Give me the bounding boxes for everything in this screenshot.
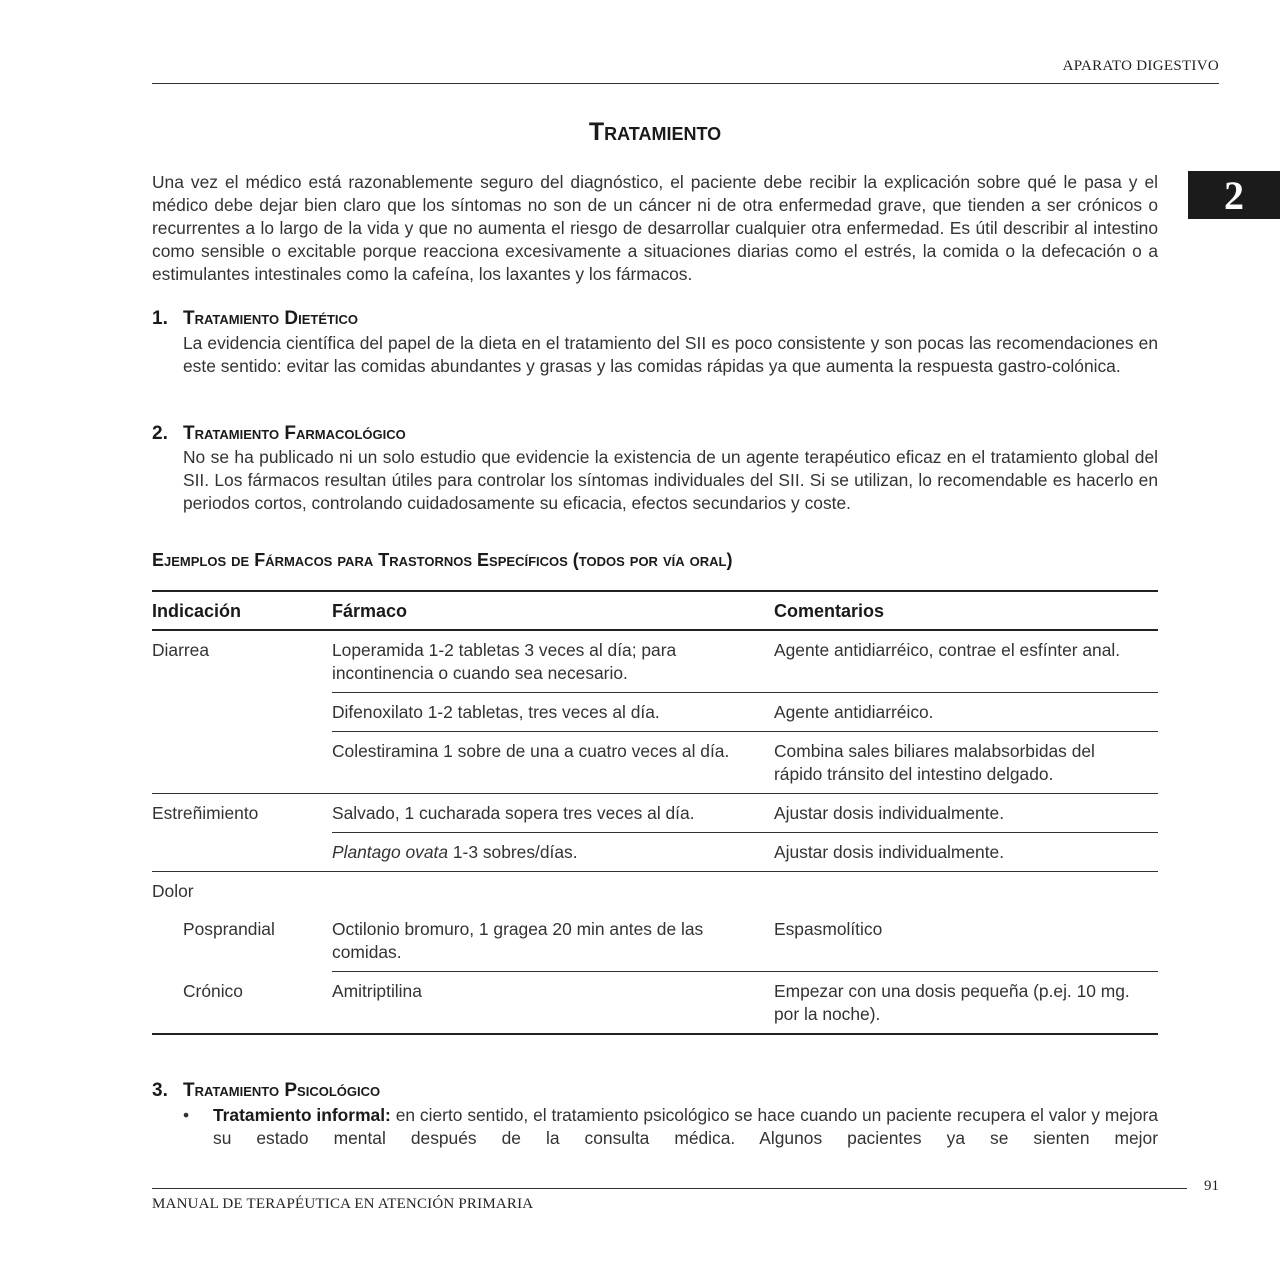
running-header: APARATO DIGESTIVO	[1062, 58, 1219, 74]
drug-cell	[332, 833, 774, 872]
comment-cell	[774, 872, 1158, 911]
indication-cell: Dolor	[152, 881, 194, 901]
column-header: Fármaco	[332, 591, 774, 630]
header-rule	[152, 83, 1219, 84]
drug-table	[152, 590, 1158, 1035]
drug-cell: Difenoxilato 1-2 tabletas, tres veces al día.	[332, 693, 774, 732]
bullet-label: Tratamiento informal:	[213, 1105, 391, 1125]
indication-cell: Diarrea	[152, 640, 210, 660]
footer-title: MANUAL DE TERAPÉUTICA EN ATENCIÓN PRIMARIA	[152, 1196, 534, 1212]
indication-cell	[152, 732, 332, 794]
comment-cell: Agente antidiarréico.	[774, 693, 1158, 732]
section-1-heading	[152, 308, 358, 330]
drug-cell: Colestiramina 1 sobre de una a cuatro veces al día.	[332, 732, 774, 794]
section-3-heading	[152, 1080, 380, 1102]
table-row	[152, 693, 1158, 732]
bullet-text	[213, 1104, 1158, 1150]
table-header-row	[152, 591, 1158, 630]
comment-cell: Combina sales biliares malabsorbidas del rápido tránsito del intestino delgado.	[774, 732, 1158, 794]
column-header: Indicación	[152, 591, 332, 630]
table-row	[152, 630, 1158, 693]
comment-cell: Empezar con una dosis pequeña (p.ej. 10 mg. por la noche).	[774, 981, 1130, 1024]
bullet-body: en cierto sentido, el tratamiento psicológico se hace cuando un paciente recupera el valor y mejora su estado mental después de la consulta médica. Algunos pacientes ya se sienten mejor	[213, 1105, 1159, 1148]
indication-cell	[152, 693, 332, 732]
drug-cell: Octilonio bromuro, 1 gragea 20 min antes de las comidas.	[332, 910, 774, 972]
table-row	[152, 910, 1158, 972]
indication-cell	[152, 833, 332, 872]
drug-dose: 1-3 sobres/días.	[452, 842, 578, 862]
section-1-body: La evidencia científica del papel de la dieta en el tratamiento del SII es poco consistente y son pocas las recomendaciones en este sentido: evitar las comidas abundantes y grasas y las comidas rápidas ya que aumenta la respuesta gastro-colónica.	[183, 333, 1158, 376]
table-row	[152, 833, 1158, 872]
bullet-icon: •	[183, 1105, 190, 1125]
page-title: Tratamiento	[588, 118, 722, 146]
section-number: 2.	[152, 423, 168, 444]
drug-cell	[332, 872, 774, 911]
section-2-body: No se ha publicado ni un solo estudio que evidencie la existencia de un agente terapéutico eficaz en el tratamiento global del SII. Los fármacos resultan útiles para controlar los síntomas individuales del SII. Si se utilizan, lo recomendable es hacerlo en periodos cortos, controlando cuidadosamente su eficacia, efectos secundarios y coste.	[183, 447, 1158, 513]
table-row	[152, 872, 1158, 911]
indication-cell: Crónico	[183, 980, 243, 1001]
footer-rule	[152, 1188, 1187, 1189]
comment-cell: Agente antidiarréico, contrae el esfínter anal.	[774, 630, 1158, 693]
intro-paragraph: Una vez el médico está razonablemente seguro del diagnóstico, el paciente debe recibir la explicación sobre qué le pasa y el médico debe dejar bien claro que los síntomas no son de un cáncer ni de otra enfermedad grave, que tienden a ser crónicos o recurrentes a lo largo de la vida y que no aumenta el riesgo de desarrollar cualquier otra enfermedad. Es útil describir al intestino como sensible o excitable porque reacciona excesivamente a situaciones diarias como el estrés, la comida o la defecación o a estimulantes intestinales como la cafeína, los laxantes y los fármacos.	[152, 172, 1158, 284]
section-number: 3.	[152, 1080, 168, 1101]
column-header: Comentarios	[774, 591, 1158, 630]
section-title: Tratamiento Psicológico	[183, 1080, 381, 1101]
bullet-item	[183, 1104, 1158, 1150]
section-title: Tratamiento Dietético	[183, 308, 359, 329]
section-2-heading	[152, 423, 406, 445]
table-row	[152, 732, 1158, 794]
comment-cell: Ajustar dosis individualmente.	[774, 794, 1158, 833]
section-title: Tratamiento Farmacológico	[183, 423, 406, 444]
drug-cell: Salvado, 1 cucharada sopera tres veces al día.	[332, 794, 774, 833]
comment-cell: Espasmolítico	[774, 910, 1158, 972]
page-number: 91	[1204, 1178, 1219, 1194]
drug-italic-name: Plantago ovata	[332, 842, 449, 862]
table-row	[152, 972, 1158, 1035]
table-title: Ejemplos de Fármacos para Trastornos Específicos (todos por vía oral)	[152, 550, 733, 570]
drug-cell: Loperamida 1-2 tabletas 3 veces al día; para incontinencia o cuando sea necesario.	[332, 630, 774, 693]
drug-cell: Amitriptilina	[332, 981, 422, 1001]
comment-cell: Ajustar dosis individualmente.	[774, 833, 1158, 872]
indication-cell: Estreñimiento	[152, 803, 259, 823]
indication-cell: Posprandial	[183, 919, 275, 939]
chapter-tab: 2	[1188, 171, 1280, 219]
section-number: 1.	[152, 308, 168, 329]
table-row	[152, 794, 1158, 833]
